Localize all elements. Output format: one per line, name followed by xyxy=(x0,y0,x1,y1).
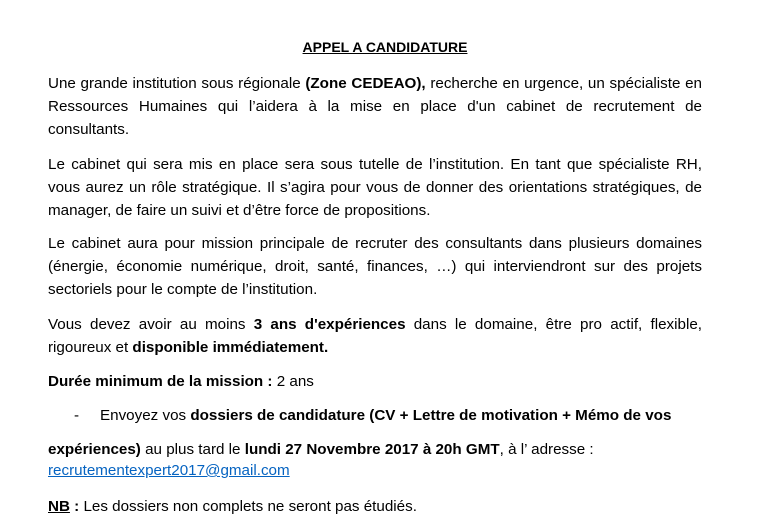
role-paragraph: Le cabinet qui sera mis en place sera sous tutelle de l’institution. En tant que spécialiste RH, vous aurez un rôle stratégique. Il s’agira pour vous de donner des orientations stratégiques, de manager, de faire un suivi et d’être force de propositions. xyxy=(48,156,702,219)
mission-paragraph: Le cabinet aura pour mission principale de recruter des consultants dans plusieurs domaines (énergie, économie numérique, droit, santé, finances, …) qui interviendront sur des projets sectoriels pour le compte de l’institution. xyxy=(48,235,702,298)
experience-years: 3 ans d'expériences xyxy=(253,316,406,333)
deadline-line xyxy=(48,438,594,461)
availability: disponible immédiatement. xyxy=(132,339,329,356)
deadline-text: au plus tard le xyxy=(140,441,245,458)
document-title: APPEL A CANDIDATURE xyxy=(302,39,468,55)
requirements-text-a: Vous devez avoir au moins xyxy=(48,316,254,333)
email-link[interactable]: recrutementexpert2017@gmail.com xyxy=(48,462,290,479)
application-documents: dossiers de candidature (CV + Lettre de motivation + Mémo de vos xyxy=(190,407,672,424)
duration-label: Durée minimum de la mission : xyxy=(48,373,273,390)
instruction-text: Envoyez vos xyxy=(100,407,191,424)
intro-paragraph xyxy=(48,72,702,141)
documents-end: expériences) xyxy=(48,441,141,458)
deadline-date: lundi 27 Novembre 2017 à 20h GMT xyxy=(244,441,500,458)
email-line xyxy=(48,459,290,482)
nb-label: NB xyxy=(48,498,70,515)
nb-text: Les dossiers non complets ne seront pas étudiés. xyxy=(79,498,417,515)
intro-text-start: Une grande institution sous régionale xyxy=(48,75,306,92)
application-instruction xyxy=(100,404,671,427)
requirements-paragraph xyxy=(48,313,702,359)
requirements-text-b: dans le domaine, être pro actif, flexible, rigoureux et xyxy=(48,316,702,356)
bullet-dash: - xyxy=(74,407,80,424)
intro-text-end: recherche en urgence, un spécialiste en Ressources Humaines qui l’aidera à la mise en place d'un cabinet de recrutement de consultants. xyxy=(48,75,702,138)
address-text: , à l’ adresse : xyxy=(499,441,594,458)
duration-value: 2 ans xyxy=(272,373,314,390)
mission-duration xyxy=(48,370,314,393)
zone-cedeao: (Zone CEDEAO), xyxy=(305,75,426,92)
nb-separator: : xyxy=(69,498,80,515)
nb-note xyxy=(48,495,417,518)
